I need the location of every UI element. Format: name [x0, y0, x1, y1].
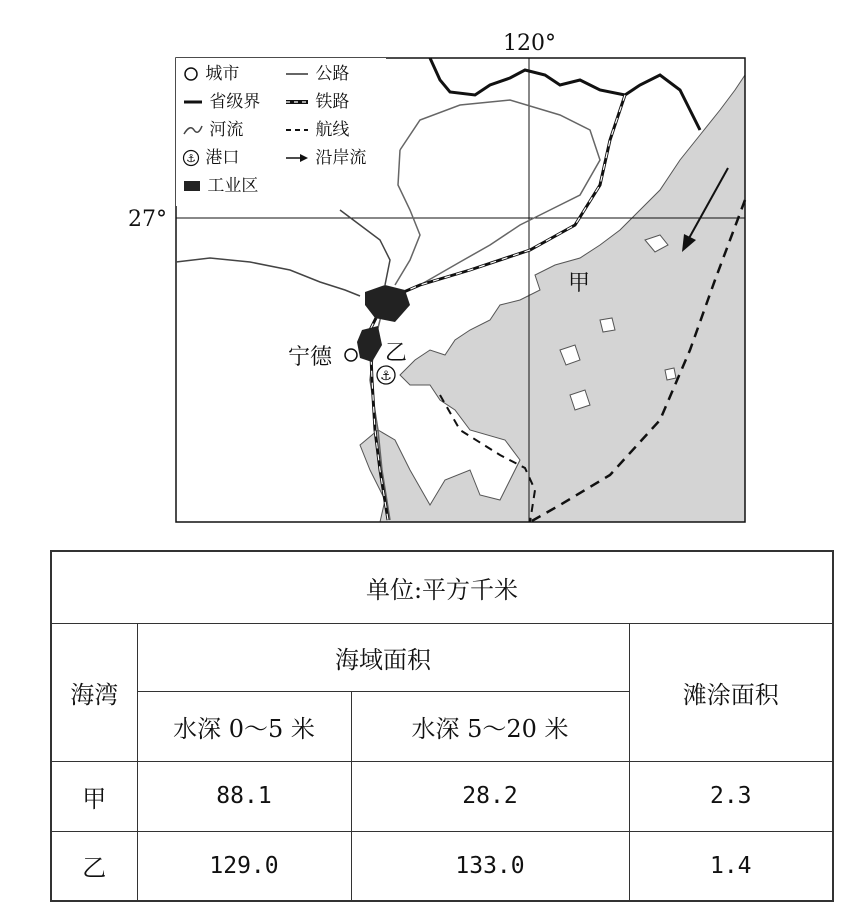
- legend-item-city: 城市: [182, 64, 239, 84]
- river: [340, 210, 390, 285]
- table-unit-row: [51, 551, 833, 623]
- sea-area: [360, 75, 745, 522]
- table-row: [51, 761, 833, 831]
- industrial-zone: [357, 326, 382, 362]
- city-circle-icon: [182, 65, 200, 83]
- legend-item-province-border: 省级界: [182, 92, 260, 112]
- legend-item-industrial-zone: 工业区: [182, 176, 258, 196]
- cell-tidal-flat: 2.3: [629, 761, 833, 831]
- city-ningde: [345, 349, 357, 361]
- port-icon: [377, 366, 395, 384]
- longitude-label: 120°: [503, 31, 556, 56]
- label-bay-jia: 甲: [568, 271, 591, 296]
- header-sea-area: 海域面积: [137, 623, 629, 691]
- header-tidal-flat: 滩涂面积: [629, 623, 833, 761]
- table-unit: 单位:平方千米: [51, 551, 833, 623]
- highway: [400, 100, 600, 285]
- header-depth-5-20: 水深 5～20 米: [351, 691, 629, 761]
- table-row: [51, 831, 833, 901]
- river: [176, 258, 360, 296]
- cell-bay: 甲: [51, 761, 137, 831]
- island: [665, 368, 676, 380]
- label-bay-yi: 乙: [385, 341, 408, 366]
- cell-depth-5-20: 28.2: [351, 761, 629, 831]
- table-header-row-1: [51, 623, 833, 691]
- port-anchor-icon: [182, 149, 200, 167]
- province-border: [430, 58, 700, 130]
- river-line-icon: [182, 121, 204, 139]
- label-ningde: 宁德: [288, 345, 333, 370]
- header-bay: 海湾: [51, 623, 137, 761]
- legend-item-highway: 公路: [284, 64, 349, 84]
- svg-text:⚓: ⚓: [380, 369, 392, 384]
- legend-item-railway: 铁路: [284, 92, 349, 112]
- data-table-container: [50, 550, 832, 900]
- cell-bay: 乙: [51, 831, 137, 901]
- map-legend: [176, 58, 386, 206]
- legend-item-river: 河流: [182, 120, 243, 140]
- legend-item-coastal-current: 沿岸流: [284, 148, 366, 168]
- industrial-zone-block-icon: [182, 177, 202, 195]
- latitude-label: 27°: [128, 207, 167, 232]
- bay-area-table: [50, 550, 834, 902]
- coastal-current-arrow-icon: [284, 149, 310, 167]
- industrial-zone: [365, 285, 410, 322]
- header-depth-0-5: 水深 0～5 米: [137, 691, 351, 761]
- legend-item-port: ⚓ 港口: [182, 148, 239, 168]
- cell-tidal-flat: 1.4: [629, 831, 833, 901]
- legend-item-shipping-route: 航线: [284, 120, 349, 140]
- highway-line-icon: [284, 65, 310, 83]
- cell-depth-5-20: 133.0: [351, 831, 629, 901]
- island: [600, 318, 615, 332]
- railway-line-icon: [284, 93, 310, 111]
- cell-depth-0-5: 129.0: [137, 831, 351, 901]
- cell-depth-0-5: 88.1: [137, 761, 351, 831]
- province-border-icon: [182, 93, 204, 111]
- shipping-route-dashed-icon: [284, 121, 310, 139]
- svg-text:⚓: ⚓: [186, 152, 196, 165]
